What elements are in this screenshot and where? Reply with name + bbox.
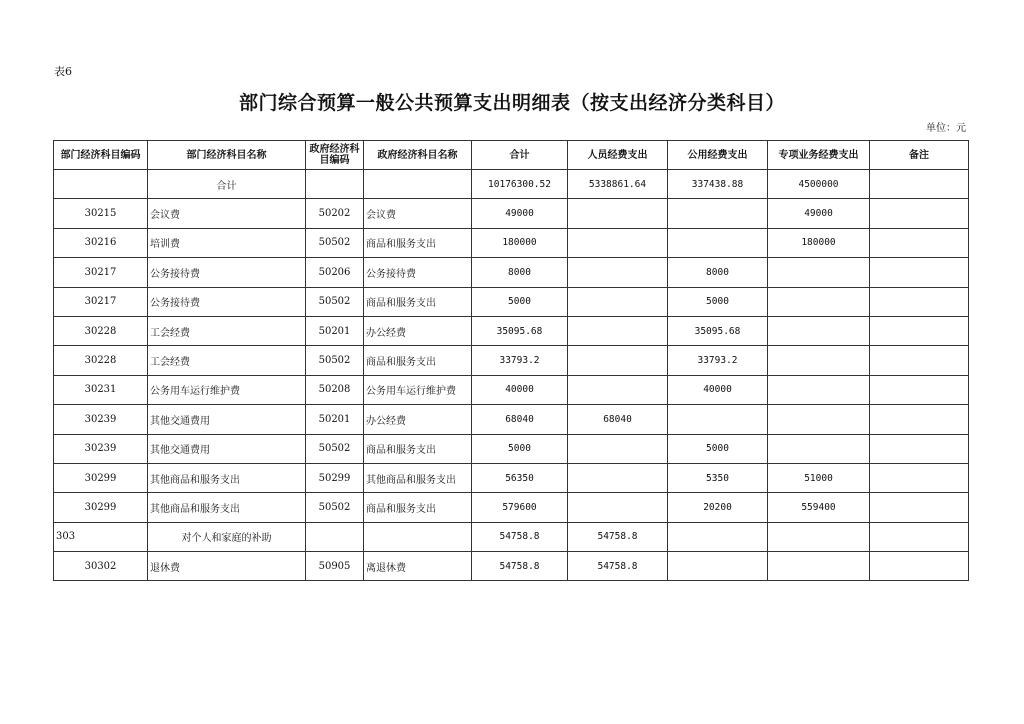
cell-special — [768, 405, 870, 434]
cell-public: 33793.2 — [668, 346, 768, 375]
table-row — [54, 434, 969, 463]
table-row — [54, 316, 969, 345]
header-special: 专项业务经费支出 — [768, 141, 870, 170]
cell-dept-code: 30231 — [54, 375, 148, 404]
cell-personnel: 54758.8 — [568, 522, 668, 551]
cell-special: 49000 — [768, 199, 870, 228]
unit-label: 单位：元 — [926, 123, 966, 134]
header-gov-name: 政府经济科目名称 — [364, 141, 472, 170]
cell-gov-name: 离退休费 — [364, 552, 472, 581]
cell-remark — [870, 199, 969, 228]
cell-public — [668, 405, 768, 434]
total-row-blank — [54, 170, 148, 199]
cell-dept-code: 30239 — [54, 405, 148, 434]
cell-remark — [870, 493, 969, 522]
total-remark — [870, 170, 969, 199]
cell-public: 5000 — [668, 287, 768, 316]
cell-total: 54758.8 — [472, 552, 568, 581]
expenditure-table — [53, 140, 969, 581]
total-special: 4500000 — [768, 170, 870, 199]
header-row — [54, 141, 969, 170]
cell-total: 33793.2 — [472, 346, 568, 375]
cell-personnel — [568, 199, 668, 228]
cell-dept-name: 其他商品和服务支出 — [148, 463, 306, 492]
table-row — [54, 552, 969, 581]
table-row — [54, 287, 969, 316]
cell-dept-name: 会议费 — [148, 199, 306, 228]
table-row — [54, 405, 969, 434]
cell-personnel — [568, 228, 668, 257]
total-row-blank — [306, 170, 364, 199]
total-row — [54, 170, 969, 199]
table-number: 表6 — [54, 65, 72, 78]
cell-special: 51000 — [768, 463, 870, 492]
cell-gov-code: 50202 — [306, 199, 364, 228]
cell-total: 56350 — [472, 463, 568, 492]
cell-dept-code: 30239 — [54, 434, 148, 463]
cell-gov-code — [306, 522, 364, 551]
cell-dept-code: 30217 — [54, 258, 148, 287]
cell-public — [668, 522, 768, 551]
cell-dept-code: 30302 — [54, 552, 148, 581]
cell-gov-code: 50905 — [306, 552, 364, 581]
cell-remark — [870, 287, 969, 316]
cell-gov-code: 50502 — [306, 434, 364, 463]
cell-special — [768, 434, 870, 463]
cell-gov-name — [364, 522, 472, 551]
cell-dept-name: 其他商品和服务支出 — [148, 493, 306, 522]
cell-remark — [870, 522, 969, 551]
cell-gov-name: 公务接待费 — [364, 258, 472, 287]
cell-special — [768, 552, 870, 581]
total-row-blank — [364, 170, 472, 199]
cell-gov-name: 其他商品和服务支出 — [364, 463, 472, 492]
cell-special — [768, 522, 870, 551]
cell-gov-name: 商品和服务支出 — [364, 493, 472, 522]
cell-dept-name: 其他交通费用 — [148, 405, 306, 434]
cell-special — [768, 258, 870, 287]
table-row — [54, 346, 969, 375]
cell-remark — [870, 346, 969, 375]
cell-total: 8000 — [472, 258, 568, 287]
cell-gov-code: 50502 — [306, 493, 364, 522]
cell-special — [768, 287, 870, 316]
cell-public: 40000 — [668, 375, 768, 404]
cell-gov-code: 50502 — [306, 287, 364, 316]
total-sum: 10176300.52 — [472, 170, 568, 199]
cell-dept-code: 303 — [54, 522, 148, 551]
cell-personnel — [568, 287, 668, 316]
cell-dept-name: 公务用车运行维护费 — [148, 375, 306, 404]
cell-dept-code: 30215 — [54, 199, 148, 228]
cell-remark — [870, 228, 969, 257]
cell-total: 5000 — [472, 287, 568, 316]
total-personnel: 5338861.64 — [568, 170, 668, 199]
header-public: 公用经费支出 — [668, 141, 768, 170]
cell-public: 8000 — [668, 258, 768, 287]
cell-special — [768, 375, 870, 404]
cell-gov-name: 商品和服务支出 — [364, 434, 472, 463]
header-remark: 备注 — [870, 141, 969, 170]
cell-gov-code: 50299 — [306, 463, 364, 492]
cell-personnel: 68040 — [568, 405, 668, 434]
cell-dept-name: 退休费 — [148, 552, 306, 581]
cell-dept-code: 30216 — [54, 228, 148, 257]
cell-total: 579600 — [472, 493, 568, 522]
cell-gov-name: 办公经费 — [364, 316, 472, 345]
cell-remark — [870, 375, 969, 404]
cell-total: 54758.8 — [472, 522, 568, 551]
cell-dept-code: 30228 — [54, 316, 148, 345]
cell-special — [768, 346, 870, 375]
cell-personnel — [568, 434, 668, 463]
cell-personnel — [568, 493, 668, 522]
cell-remark — [870, 463, 969, 492]
cell-gov-code: 50201 — [306, 316, 364, 345]
cell-public — [668, 199, 768, 228]
cell-total: 5000 — [472, 434, 568, 463]
cell-dept-name: 培训费 — [148, 228, 306, 257]
table-row — [54, 463, 969, 492]
cell-public: 5000 — [668, 434, 768, 463]
cell-personnel — [568, 463, 668, 492]
cell-total: 180000 — [472, 228, 568, 257]
cell-gov-name: 公务用车运行维护费 — [364, 375, 472, 404]
cell-gov-name: 商品和服务支出 — [364, 287, 472, 316]
table-row — [54, 258, 969, 287]
cell-remark — [870, 316, 969, 345]
cell-gov-name: 办公经费 — [364, 405, 472, 434]
table-row — [54, 522, 969, 551]
cell-gov-name: 商品和服务支出 — [364, 346, 472, 375]
cell-dept-name: 工会经费 — [148, 346, 306, 375]
cell-dept-name: 对个人和家庭的补助 — [148, 522, 306, 551]
cell-gov-code: 50208 — [306, 375, 364, 404]
cell-public — [668, 228, 768, 257]
cell-dept-code: 30217 — [54, 287, 148, 316]
cell-personnel: 54758.8 — [568, 552, 668, 581]
cell-remark — [870, 552, 969, 581]
cell-personnel — [568, 316, 668, 345]
cell-personnel — [568, 375, 668, 404]
cell-remark — [870, 405, 969, 434]
cell-remark — [870, 434, 969, 463]
table-row — [54, 228, 969, 257]
cell-gov-name: 商品和服务支出 — [364, 228, 472, 257]
cell-personnel — [568, 258, 668, 287]
header-dept-name: 部门经济科目名称 — [148, 141, 306, 170]
header-dept-code: 部门经济科目编码 — [54, 141, 148, 170]
cell-dept-name: 其他交通费用 — [148, 434, 306, 463]
cell-remark — [870, 258, 969, 287]
cell-special: 559400 — [768, 493, 870, 522]
total-label: 合计 — [148, 170, 306, 199]
header-total: 合计 — [472, 141, 568, 170]
cell-personnel — [568, 346, 668, 375]
cell-dept-code: 30299 — [54, 493, 148, 522]
cell-public — [668, 552, 768, 581]
total-public: 337438.88 — [668, 170, 768, 199]
table-row — [54, 199, 969, 228]
cell-special — [768, 316, 870, 345]
cell-total: 49000 — [472, 199, 568, 228]
cell-gov-code: 50502 — [306, 228, 364, 257]
cell-total: 40000 — [472, 375, 568, 404]
table-row — [54, 375, 969, 404]
cell-public: 35095.68 — [668, 316, 768, 345]
cell-total: 35095.68 — [472, 316, 568, 345]
cell-total: 68040 — [472, 405, 568, 434]
cell-dept-name: 工会经费 — [148, 316, 306, 345]
page-title: 部门综合预算一般公共预算支出明细表（按支出经济分类科目） — [238, 92, 785, 114]
table-row — [54, 493, 969, 522]
cell-dept-code: 30299 — [54, 463, 148, 492]
cell-dept-name: 公务接待费 — [148, 258, 306, 287]
cell-gov-code: 50502 — [306, 346, 364, 375]
cell-public: 20200 — [668, 493, 768, 522]
cell-public: 5350 — [668, 463, 768, 492]
cell-special: 180000 — [768, 228, 870, 257]
cell-gov-code: 50201 — [306, 405, 364, 434]
cell-dept-name: 公务接待费 — [148, 287, 306, 316]
cell-dept-code: 30228 — [54, 346, 148, 375]
header-gov-code: 政府经济科目编码 — [306, 141, 364, 170]
cell-gov-name: 会议费 — [364, 199, 472, 228]
cell-gov-code: 50206 — [306, 258, 364, 287]
header-personnel: 人员经费支出 — [568, 141, 668, 170]
